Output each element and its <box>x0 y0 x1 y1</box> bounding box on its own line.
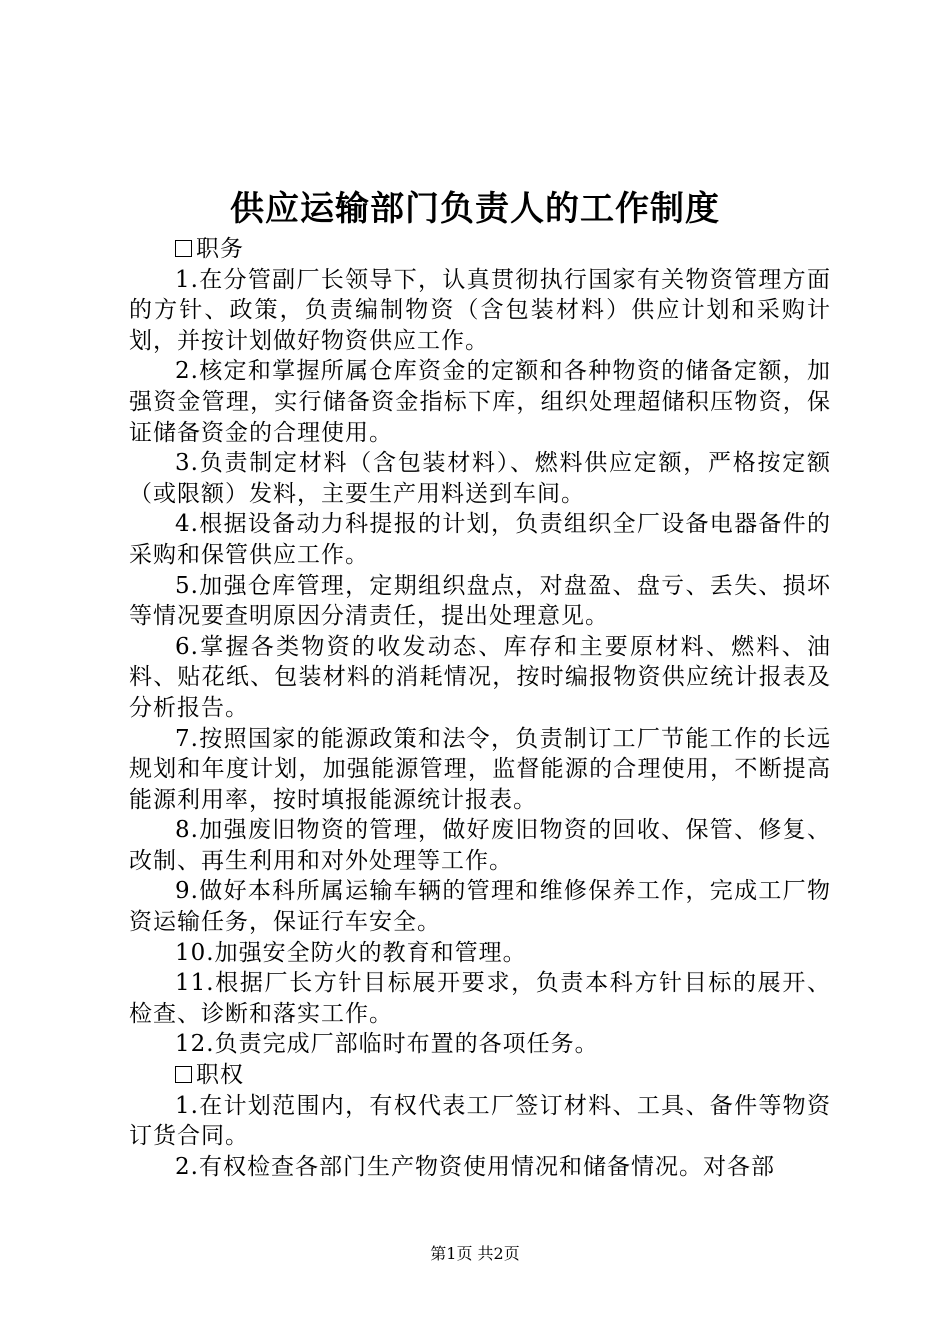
section-heading-label: 职权 <box>196 1062 244 1089</box>
right-item-2: 2.有权检查各部门生产物资使用情况和储备情况。对各部 <box>175 1153 775 1180</box>
duty-item-3: 3.负责制定材料（含包装材料）、燃料供应定额，严格按定额（或限额）发料，主要生产用料送到车间。 <box>129 450 831 507</box>
duty-item-10: 10.加强安全防火的教育和管理。 <box>175 939 527 966</box>
right-item-1: 1.在计划范围内，有权代表工厂签订材料、工具、备件等物资订货合同。 <box>129 1092 831 1150</box>
section-heading-duties <box>129 234 831 265</box>
duty-item-5: 5.加强仓库管理，定期组织盘点，对盘盈、盘亏、丢失、损坏等情况要查明原因分清责任，提出处理意见。 <box>129 572 831 630</box>
document-body <box>129 234 831 1182</box>
duty-item-8: 8.加强废旧物资的管理，做好废旧物资的回收、保管、修复、改制、再生利用和对外处理等工作。 <box>129 817 831 874</box>
page-footer: 第1页 共2页 <box>430 1244 520 1263</box>
duty-item-1: 1.在分管副厂长领导下，认真贯彻执行国家有关物资管理方面的方针、政策，负责编制物资（含包装材料）供应计划和采购计划，并按计划做好物资供应工作。 <box>129 266 831 354</box>
checkbox-square-icon <box>175 240 192 257</box>
duty-item-2: 2.核定和掌握所属仓库资金的定额和各种物资的储备定额，加强资金管理，实行储备资金指标下库，组织处理超储积压物资，保证储备资金的合理使用。 <box>129 358 831 446</box>
duty-item-4: 4.根据设备动力科提报的计划，负责组织全厂设备电器备件的采购和保管供应工作。 <box>129 511 831 568</box>
section-heading-rights <box>129 1060 831 1091</box>
duty-item-6: 6.掌握各类物资的收发动态、库存和主要原材料、燃料、油料、贴花纸、包装材料的消耗情况，按时编报物资供应统计报表及分析报告。 <box>129 633 831 721</box>
duty-item-12: 12.负责完成厂部临时布置的各项任务。 <box>175 1031 599 1058</box>
checkbox-square-icon <box>175 1066 192 1083</box>
document-title: 供应运输部门负责人的工作制度 <box>230 189 720 229</box>
section-heading-label: 职务 <box>196 236 244 262</box>
duty-item-11: 11.根据厂长方针目标展开要求，负责本科方针目标的展开、检查、诊断和落实工作。 <box>129 970 831 1027</box>
duty-item-7: 7.按照国家的能源政策和法令，负责制订工厂节能工作的长远规划和年度计划，加强能源管理，监督能源的合理使用，不断提高能源利用率，按时填报能源统计报表。 <box>129 725 831 813</box>
duty-item-9: 9.做好本科所属运输车辆的管理和维修保养工作，完成工厂物资运输任务，保证行车安全。 <box>129 878 831 936</box>
